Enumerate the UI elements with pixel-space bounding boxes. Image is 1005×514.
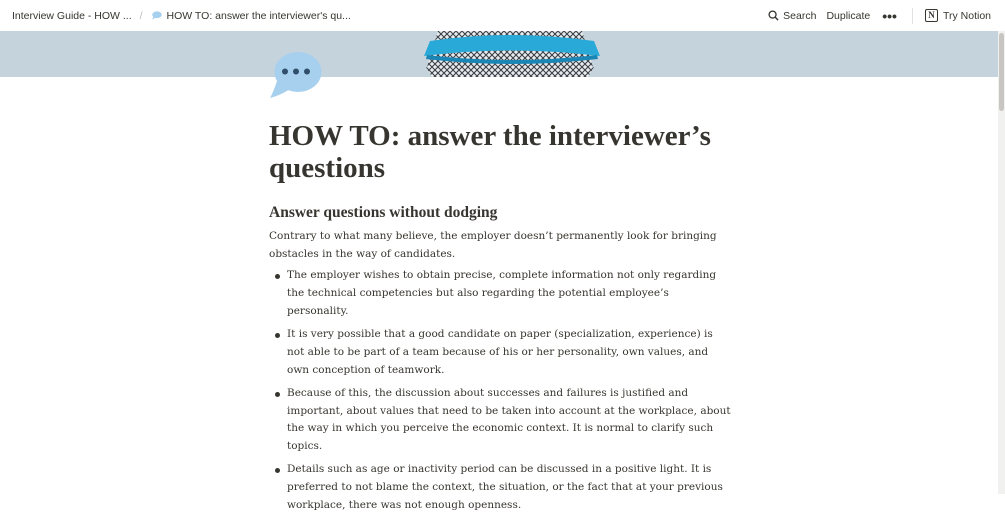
list-item xyxy=(269,267,731,320)
bullet-list xyxy=(269,267,731,514)
breadcrumb-item-parent[interactable]: Interview Guide - HOW ... xyxy=(12,9,132,22)
page-speech-bubble-icon xyxy=(269,51,322,99)
breadcrumb-item-current[interactable] xyxy=(148,8,354,24)
bullet-icon xyxy=(275,333,280,338)
scrollbar-thumb[interactable] xyxy=(999,33,1004,111)
breadcrumb xyxy=(0,8,354,24)
list-item xyxy=(269,461,731,514)
list-item-text: The employer wishes to obtain precise, complete information not only regarding the technical competencies but also regarding the potential employee’s personality. xyxy=(287,269,717,317)
search-label: Search xyxy=(783,9,817,22)
more-options-icon[interactable]: ••• xyxy=(882,7,897,24)
speech-bubble-icon xyxy=(151,11,162,20)
bullet-icon xyxy=(275,274,280,279)
bullet-icon xyxy=(275,392,280,397)
scrollbar[interactable] xyxy=(998,31,1005,494)
page-title: HOW TO: answer the interviewer’s questions xyxy=(269,120,711,184)
cover-image xyxy=(0,31,1005,77)
try-notion-label: Try Notion xyxy=(942,9,991,22)
intro-paragraph: Contrary to what many believe, the employer doesn’t permanently look for bringing obstacles in the way of candidates. xyxy=(269,230,717,260)
page-content xyxy=(269,120,731,514)
microphone-cover-graphic xyxy=(0,31,1005,77)
list-item-text: Details such as age or inactivity period can be discussed in a positive light. It is preferred to not blame the context, the situation, or the fact that at your previous workplace, there was not enough openness. xyxy=(287,463,723,511)
breadcrumb-separator: / xyxy=(139,9,143,22)
topbar-actions xyxy=(761,0,994,31)
breadcrumb-current-label: HOW TO: answer the interviewer's qu... xyxy=(166,9,351,22)
notion-logo-icon: N xyxy=(925,9,938,22)
search-icon xyxy=(768,10,779,21)
list-item xyxy=(269,326,731,379)
list-item-text: It is very possible that a good candidate on paper (specialization, experience) is not able to be part of a team because of his or her personality, own values, and own conception of teamwork. xyxy=(287,328,713,376)
search-button[interactable] xyxy=(765,8,819,24)
bullet-icon xyxy=(275,468,280,473)
try-notion-button[interactable] xyxy=(922,7,994,24)
divider xyxy=(912,8,913,24)
duplicate-button[interactable]: Duplicate xyxy=(826,9,871,22)
list-item xyxy=(269,385,731,456)
list-item-text: Because of this, the discussion about successes and failures is justified and important, about values that need to be taken into account at the workplace, about the way in which you perceive the economic context. It is normal to clarify such topics. xyxy=(287,386,731,452)
top-bar xyxy=(0,0,1005,31)
section-heading: Answer questions without dodging xyxy=(269,204,498,221)
